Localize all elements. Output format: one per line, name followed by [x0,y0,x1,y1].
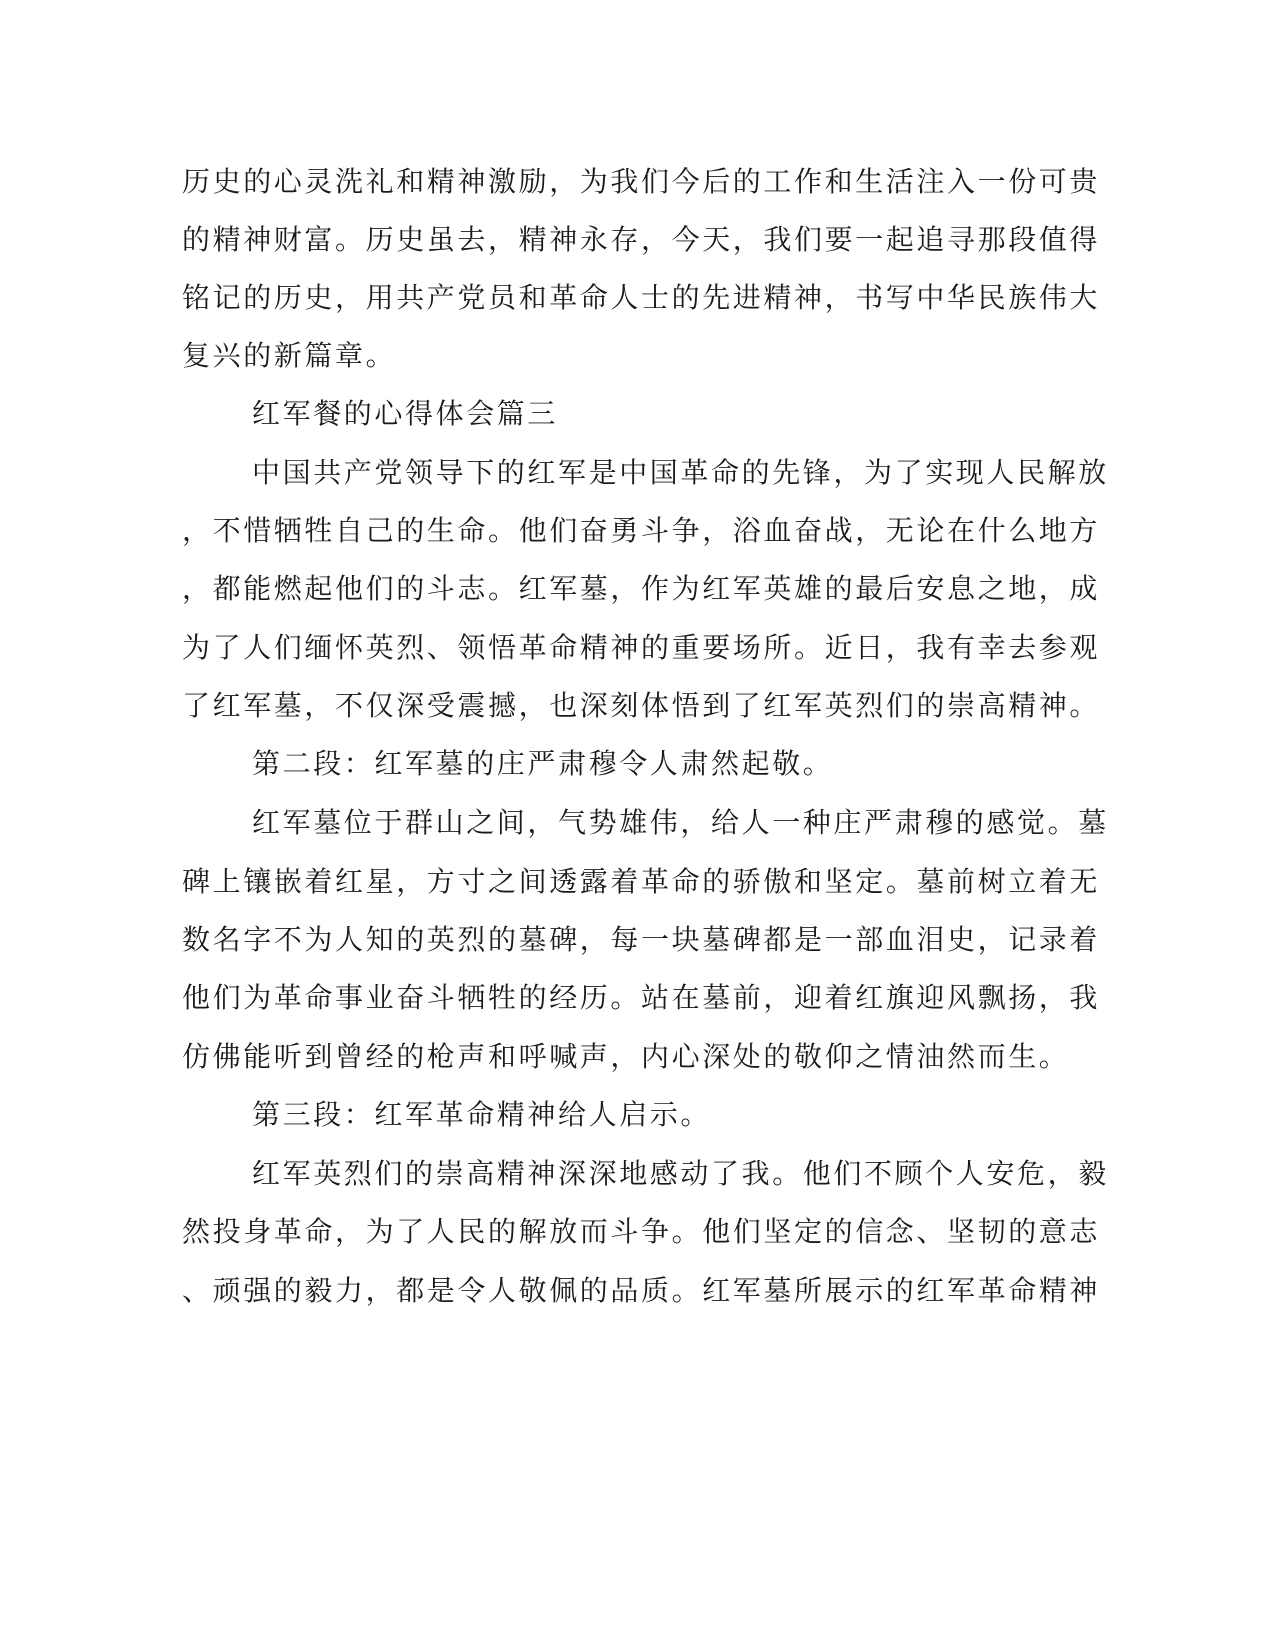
text-line: 仿佛能听到曾经的枪声和呼喊声，内心深处的敬仰之情油然而生。 [182,1040,1070,1073]
paragraph-first-line: 红军墓位于群山之间，气势雄伟，给人一种庄严肃穆的感觉。墓 [252,806,1109,839]
text-line: 他们为革命事业奋斗牺牲的经历。站在墓前，迎着红旗迎风飘扬，我 [182,981,1101,1014]
text-line: 然投身革命，为了人民的解放而斗争。他们坚定的信念、坚韧的意志 [182,1215,1101,1248]
text-line: 了红军墓，不仅深受震撼，也深刻体悟到了红军英烈们的崇高精神。 [182,689,1101,722]
section-heading: 第二段：红军墓的庄严肃穆令人肃然起敬。 [252,747,834,780]
text-line: ，都能燃起他们的斗志。红军墓，作为红军英雄的最后安息之地，成 [182,572,1101,605]
section-heading: 红军餐的心得体会篇三 [252,397,559,430]
text-line: 的精神财富。历史虽去，精神永存，今天，我们要一起追寻那段值得 [182,223,1101,256]
text-line: ，不惜牺牲自己的生命。他们奋勇斗争，浴血奋战，无论在什么地方 [182,514,1101,547]
text-line: 数名字不为人知的英烈的墓碑，每一块墓碑都是一部血泪史，记录着 [182,923,1101,956]
paragraph-first-line: 红军英烈们的崇高精神深深地感动了我。他们不顾个人安危，毅 [252,1157,1109,1190]
text-line: 复兴的新篇章。 [182,339,397,372]
text-line: 碑上镶嵌着红星，方寸之间透露着革命的骄傲和坚定。墓前树立着无 [182,865,1101,898]
paragraph-first-line: 中国共产党领导下的红军是中国革命的先锋，为了实现人民解放 [252,456,1109,489]
text-line: 为了人们缅怀英烈、领悟革命精神的重要场所。近日，我有幸去参观 [182,631,1101,664]
section-heading: 第三段：红军革命精神给人启示。 [252,1098,712,1131]
text-line: 历史的心灵洗礼和精神激励，为我们今后的工作和生活注入一份可贵 [182,165,1101,198]
text-line: 、顽强的毅力，都是令人敬佩的品质。红军墓所展示的红军革命精神 [182,1274,1101,1307]
text-line: 铭记的历史，用共产党员和革命人士的先进精神，书写中华民族伟大 [182,281,1101,314]
